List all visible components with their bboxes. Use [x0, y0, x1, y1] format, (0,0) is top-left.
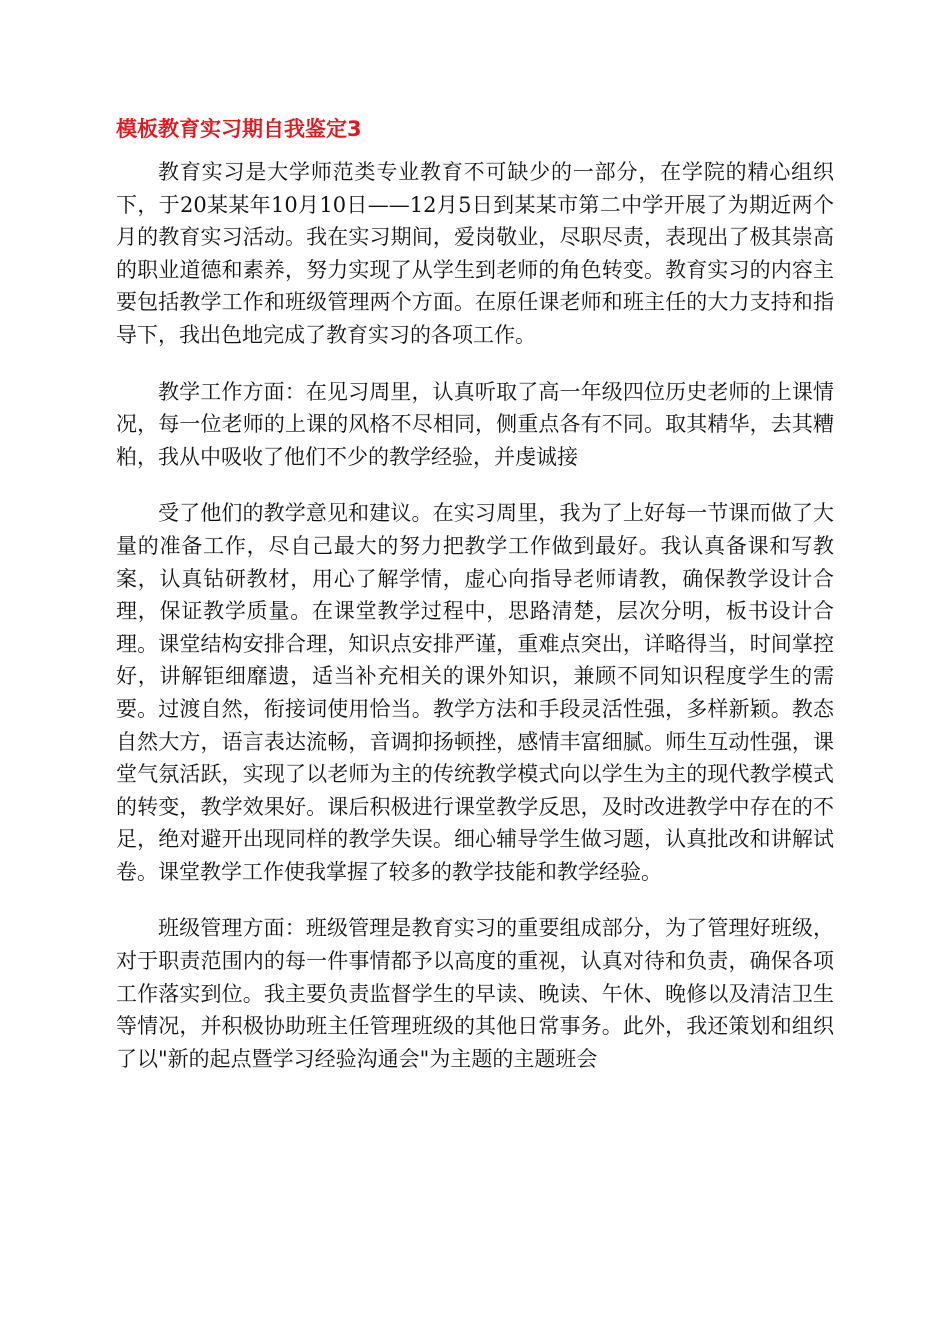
- paragraph-class-management: 班级管理方面：班级管理是教育实习的重要组成部分，为了管理好班级，对于职责范围内的每一件事情都予以高度的重视，认真对待和负责，确保各项工作落实到位。我主要负责监督学生的早读、晚读、午休、晚修以及清洁卫生等情况，并积极协助班主任管理班级的其他日常事务。此外，我还策划和组织了以"新的起点暨学习经验沟通会"为主题的主题班会: [116, 916, 834, 1071]
- paragraph-intro: 教育实习是大学师范类专业教育不可缺少的一部分，在学院的精心组织下，于20某某年10月10日——12月5日到某某市第二中学开展了为期近两个月的教育实习活动。我在实习期间，爱岗敬业，尽职尽责，表现出了极其崇高的职业道德和素养，努力实现了从学生到老师的角色转变。教育实习的内容主要包括教学工作和班级管理两个方面。在原任课老师和班主任的大力支持和指导下，我出色地完成了教育实习的各项工作。: [116, 160, 834, 347]
- document-title: 模板教育实习期自我鉴定3: [116, 117, 362, 141]
- paragraph-teaching-detail: 受了他们的教学意见和建议。在实习周里，我为了上好每一节课而做了大量的准备工作，尽自己最大的努力把教学工作做到最好。我认真备课和写教案，认真钻研教材，用心了解学情，虚心向指导老师请教，确保教学设计合理，保证教学质量。在课堂教学过程中，思路清楚，层次分明，板书设计合理。课堂结构安排合理，知识点安排严谨，重难点突出，详略得当，时间掌控好，讲解钜细靡遗，适当补充相关的课外知识，兼顾不同知识程度学生的需要。过渡自然，衔接词使用恰当。教学方法和手段灵活性强，多样新颖。教态自然大方，语言表达流畅，音调抑扬顿挫，感情丰富细腻。师生互动性强，课堂气氛活跃，实现了以老师为主的传统教学模式向以学生为主的现代教学模式的转变，教学效果好。课后积极进行课堂教学反思，及时改进教学中存在的不足，绝对避开出现同样的教学失误。细心辅导学生做习题，认真批改和讲解试卷。课堂教学工作使我掌握了较多的教学技能和教学经验。: [116, 501, 834, 884]
- paragraph-teaching-work: 教学工作方面：在见习周里，认真听取了高一年级四位历史老师的上课情况，每一位老师的上课的风格不尽相同，侧重点各有不同。取其精华，去其糟粕，我从中吸收了他们不少的教学经验，并虔诚接: [116, 379, 834, 469]
- document-body: [116, 156, 834, 1099]
